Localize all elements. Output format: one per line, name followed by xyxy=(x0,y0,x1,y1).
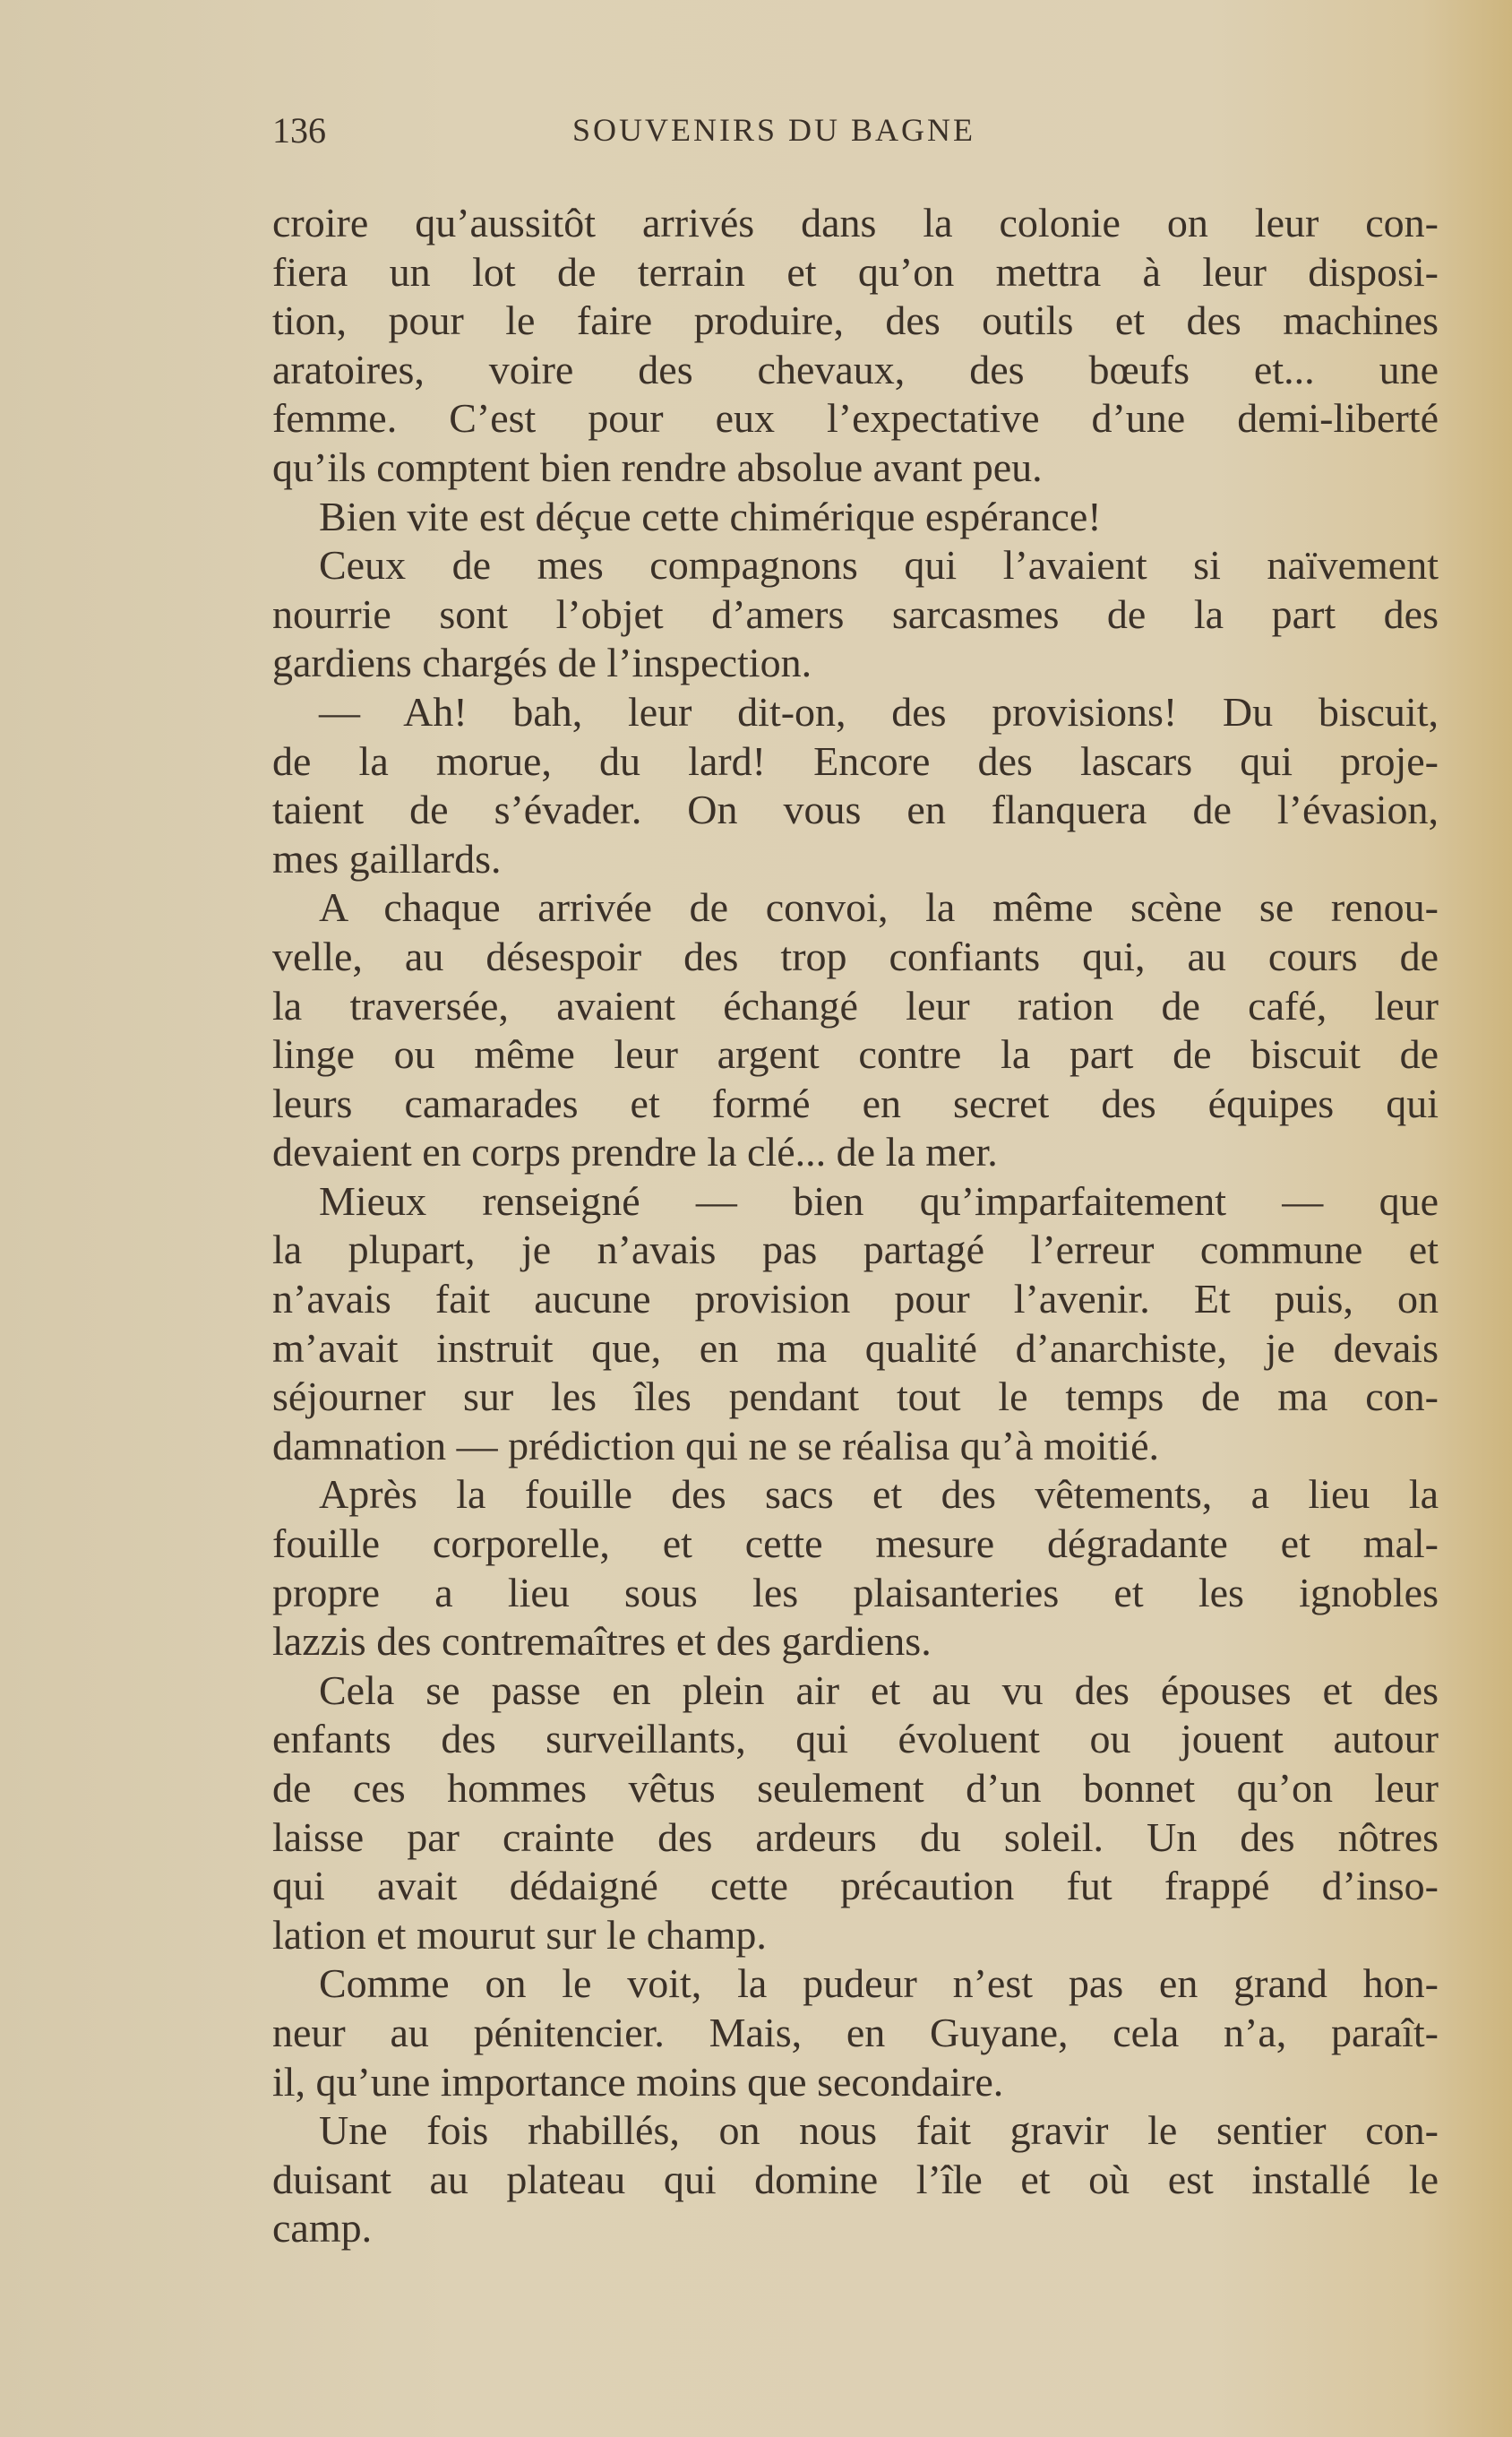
text-line: neur au pénitencier. Mais, en Guyane, cela n’a, paraît- xyxy=(272,2009,1439,2055)
text-line: propre a lieu sous les plaisanteries et les ignobles xyxy=(272,1569,1439,1615)
text-line: enfants des surveillants, qui évoluent ou jouent autour xyxy=(272,1716,1439,1762)
page-number: 136 xyxy=(272,110,326,151)
text-line: tion, pour le faire produire, des outils et des machines xyxy=(272,297,1439,344)
text-line: n’avais fait aucune provision pour l’avenir. Et puis, on xyxy=(272,1276,1439,1322)
text-line: Ceux de mes compagnons qui l’avaient si naïvement xyxy=(319,542,1439,589)
text-line: mes gaillards. xyxy=(272,835,502,882)
text-line: devaient en corps prendre la clé... de la mer. xyxy=(272,1129,998,1175)
text-line: m’avait instruit que, en ma qualité d’anarchiste, je devais xyxy=(272,1324,1439,1371)
text-line: laisse par crainte des ardeurs du soleil. Un des nôtres xyxy=(272,1813,1439,1860)
running-title: SOUVENIRS DU BAGNE xyxy=(571,112,976,148)
text-line: nourrie sont l’objet d’amers sarcasmes de la part des xyxy=(272,590,1439,637)
text-line: lation et mourut sur le champ. xyxy=(272,1911,767,1958)
text-line: duisant au plateau qui domine l’île et où est installé le xyxy=(272,2156,1439,2202)
text-line: séjourner sur les îles pendant tout le temps de ma con- xyxy=(272,1374,1439,1420)
text-line: femme. C’est pour eux l’expectative d’une demi-liberté xyxy=(272,395,1439,442)
text-line: qu’ils comptent bien rendre absolue avant peu. xyxy=(272,443,1043,490)
text-line: il, qu’une importance moins que secondaire. xyxy=(272,2058,1004,2105)
text-line: de la morue, du lard! Encore des lascars qui proje- xyxy=(272,737,1439,784)
text-line: velle, au désespoir des trop confiants qui, au cours de xyxy=(272,933,1439,979)
text-line: Cela se passe en plein air et au vu des épouses et des xyxy=(319,1666,1439,1713)
text-line: fouille corporelle, et cette mesure dégradante et mal- xyxy=(272,1520,1439,1567)
text-line: fiera un lot de terrain et qu’on mettra à leur disposi- xyxy=(272,248,1439,295)
text-line: — Ah! bah, leur dit-on, des provisions! Du biscuit, xyxy=(319,688,1439,735)
body-text xyxy=(272,199,1439,2253)
text-line: la traversée, avaient échangé leur ration de café, leur xyxy=(272,982,1439,1029)
text-line: qui avait dédaigné cette précaution fut frappé d’inso- xyxy=(272,1863,1439,1909)
text-line: A chaque arrivée de convoi, la même scène se renou- xyxy=(319,884,1439,931)
text-line: Après la fouille des sacs et des vêtements, a lieu la xyxy=(319,1471,1439,1518)
text-line: de ces hommes vêtus seulement d’un bonnet qu’on leur xyxy=(272,1765,1439,1811)
text-line: taient de s’évader. On vous en flanquera de l’évasion, xyxy=(272,787,1439,833)
text-line: croire qu’aussitôt arrivés dans la colonie on leur con- xyxy=(272,200,1439,245)
text-line: gardiens chargés de l’inspection. xyxy=(272,640,812,686)
text-line: Comme on le voit, la pudeur n’est pas en grand hon- xyxy=(319,1960,1439,2007)
text-line: damnation — prédiction qui ne se réalisa qu’à moitié. xyxy=(272,1422,1159,1468)
text-line: Bien vite est déçue cette chimérique espérance! xyxy=(319,493,1102,539)
text-line: Une fois rhabillés, on nous fait gravir le sentier con- xyxy=(319,2107,1439,2154)
text-line: Mieux renseigné — bien qu’imparfaitement — que xyxy=(319,1177,1439,1224)
text-line: leurs camarades et formé en secret des équipes qui xyxy=(272,1080,1439,1126)
text-line: lazzis des contremaîtres et des gardiens. xyxy=(272,1618,932,1665)
text-line: aratoires, voire des chevaux, des bœufs et... une xyxy=(272,346,1439,392)
text-line: linge ou même leur argent contre la part de biscuit de xyxy=(272,1031,1439,1078)
text-line: la plupart, je n’avais pas partagé l’erreur commune et xyxy=(272,1227,1439,1273)
text-line: camp. xyxy=(272,2205,373,2252)
